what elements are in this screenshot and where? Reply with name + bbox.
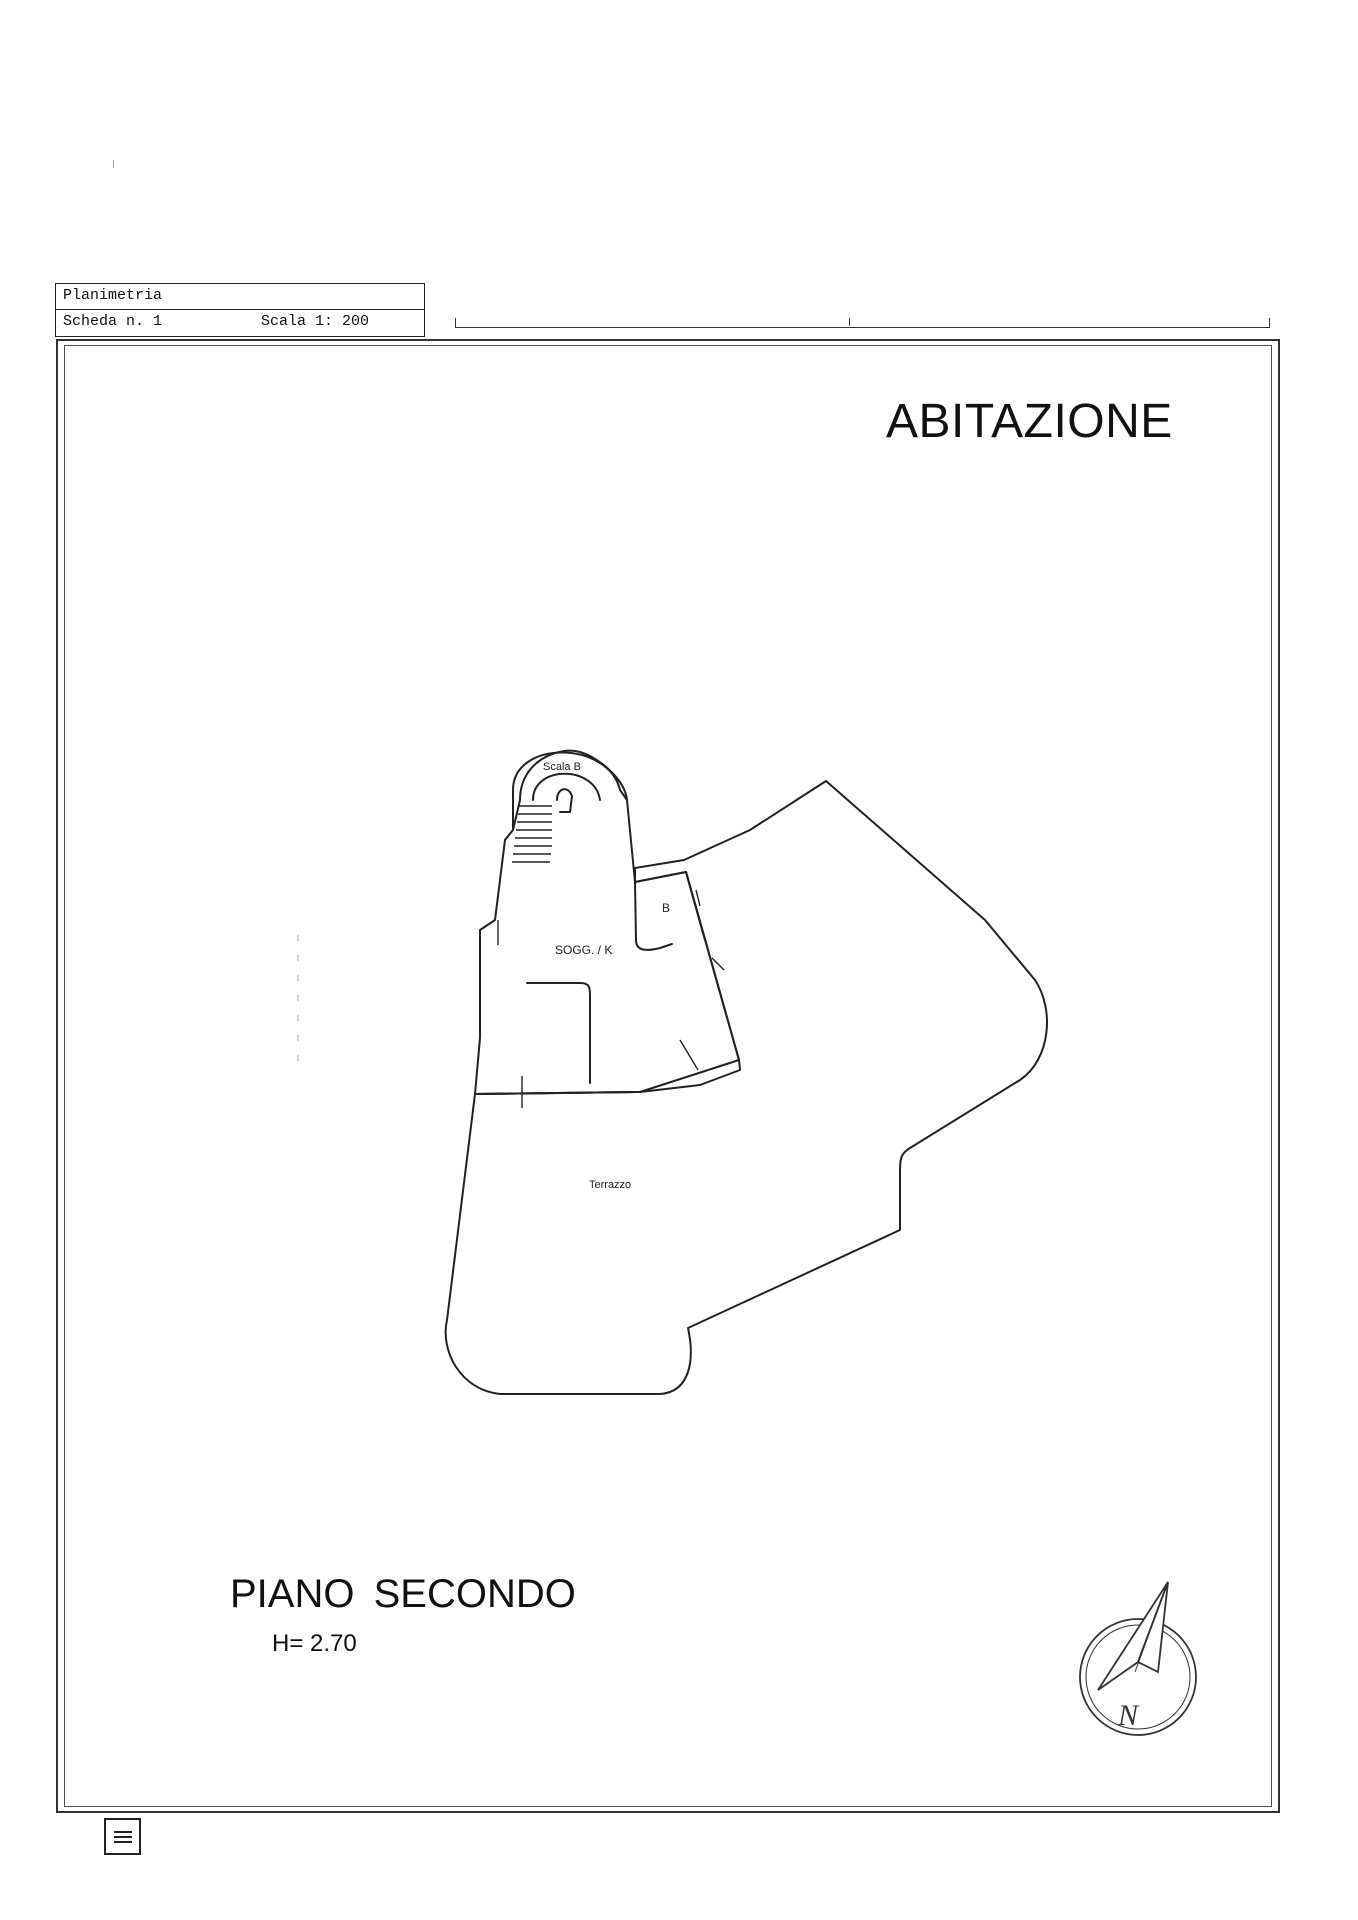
door-mark-east <box>680 1040 698 1070</box>
document-list-icon[interactable] <box>104 1818 141 1855</box>
north-letter: N <box>1118 1699 1139 1732</box>
main-title: ABITAZIONE <box>886 395 1173 448</box>
stair-label: Scala B <box>543 761 581 773</box>
living-label: SOGG. / K <box>555 943 613 957</box>
terrace-divider <box>475 1092 640 1094</box>
stair-core <box>557 789 572 812</box>
bathroom-wall <box>635 882 672 950</box>
kitchen-partition <box>527 983 590 1083</box>
floor-height: H= 2.70 <box>272 1630 357 1657</box>
floor-title: PIANO SECONDO <box>230 1572 576 1616</box>
doc-icon-line <box>114 1836 132 1838</box>
sheet-number: Scheda n. 1 <box>63 313 163 330</box>
doc-icon-line <box>114 1831 132 1833</box>
window-mark-bath <box>696 890 700 906</box>
bathroom-divider <box>686 872 705 940</box>
doc-icon-line <box>114 1841 132 1843</box>
north-arrow-icon <box>1080 1582 1196 1735</box>
terrace-outline <box>446 781 1047 1394</box>
doc-type-label: Planimetria <box>56 284 424 310</box>
stair-inner-arc <box>533 774 600 800</box>
terrace-label: Terrazzo <box>589 1179 632 1191</box>
bathroom-label: B <box>662 901 671 915</box>
scale-label: Scala 1: 200 <box>261 313 370 330</box>
